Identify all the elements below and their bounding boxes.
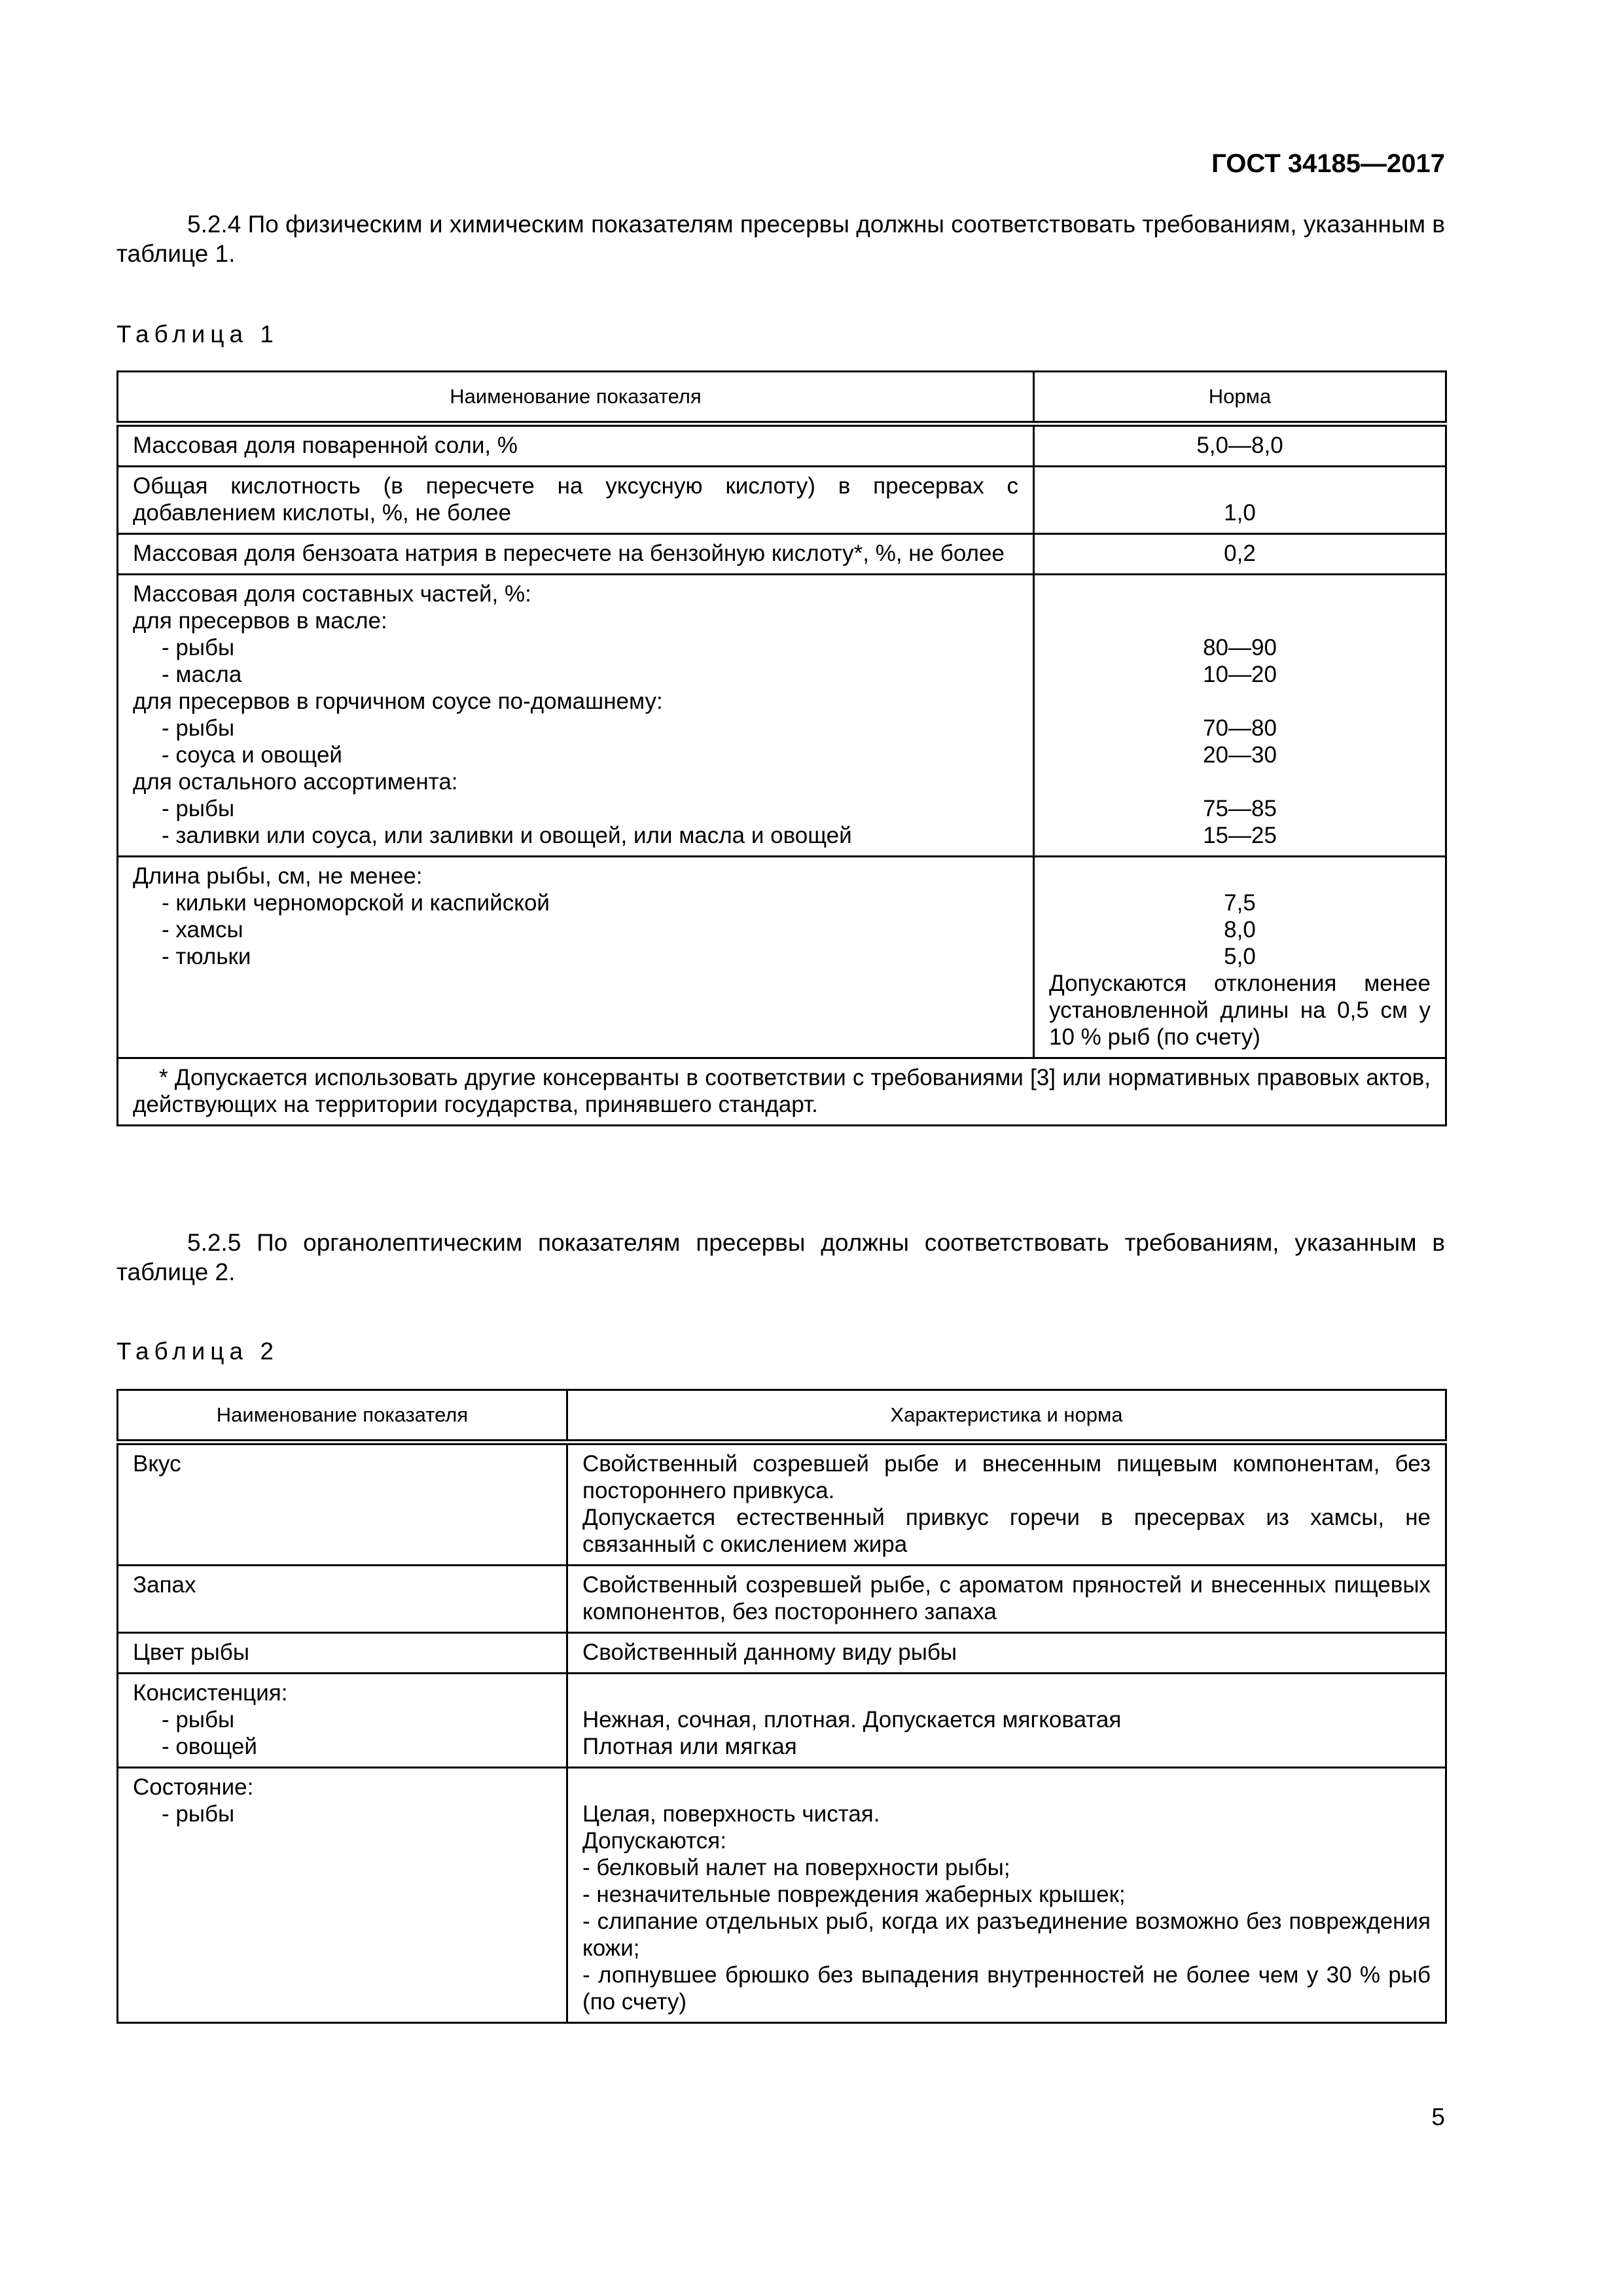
- paragraph-5-2-5: 5.2.5 По органолептическим показателям пресервы должны соответствовать требованиям, указанным в таблице 2.: [116, 1229, 1445, 1285]
- indicator-norm: 5,0—8,0: [1034, 424, 1446, 467]
- indicator-name: [118, 1674, 567, 1768]
- characteristic-line: Плотная или мягкая: [582, 1734, 797, 1759]
- row-title: Длина рыбы, см, не менее:: [133, 863, 423, 889]
- norm-value: 15—25: [1203, 823, 1277, 848]
- indicator-name: [118, 857, 1034, 1058]
- row-title: Состояние:: [133, 1774, 254, 1800]
- row-title: Массовая доля составных частей, %:: [133, 581, 531, 607]
- indicator-norm: 0,2: [1034, 534, 1446, 575]
- norm-value: 70—80: [1203, 715, 1277, 741]
- paragraph-5-2-4: 5.2.4 По физическим и химическим показателям пресервы должны соответствовать требованиям, указанным в таблице 1.: [116, 211, 1445, 267]
- table-2-caption: Таблица 2: [116, 1338, 279, 1365]
- indicator-name: Вкус: [118, 1443, 567, 1566]
- column-header-characteristic: Характеристика и норма: [567, 1390, 1446, 1443]
- indicator-name: Цвет рыбы: [118, 1633, 567, 1674]
- norm-value: 20—30: [1203, 742, 1277, 768]
- table-row: [118, 857, 1446, 1058]
- norm-value: 5,0: [1224, 944, 1256, 969]
- list-item: - масла: [162, 662, 242, 687]
- table-row: [118, 1768, 1446, 2023]
- indicator-name: Запах: [118, 1566, 567, 1633]
- norm-value: 8,0: [1224, 917, 1256, 942]
- indicator-norm: [1034, 857, 1446, 1058]
- indicator-name: [118, 575, 1034, 857]
- table-footnote-row: [118, 1058, 1446, 1126]
- table-2: [116, 1389, 1447, 2024]
- row-title: Консистенция:: [133, 1680, 288, 1706]
- table-row: [118, 1443, 1446, 1566]
- list-item: - тюльки: [162, 944, 251, 969]
- indicator-characteristic: Свойственный созревшей рыбе, с ароматом пряностей и внесенных пищевых компонентов, без постороннего запаха: [567, 1566, 1446, 1633]
- characteristic-line: Допускаются:: [582, 1828, 726, 1854]
- table-row: [118, 534, 1446, 575]
- table-header-row: [118, 1390, 1446, 1443]
- table-row: [118, 1566, 1446, 1633]
- table-row: [118, 1633, 1446, 1674]
- list-item: - рыбы: [162, 635, 235, 660]
- table-row: [118, 1674, 1446, 1768]
- indicator-name: Массовая доля поваренной соли, %: [118, 424, 1034, 467]
- list-item: - овощей: [162, 1734, 257, 1759]
- table-1-caption: Таблица 1: [116, 321, 279, 348]
- characteristic-line: Нежная, сочная, плотная. Допускается мягковатая: [582, 1707, 1122, 1732]
- group-title: для пресервов в масле:: [133, 608, 387, 634]
- indicator-characteristic: [567, 1443, 1446, 1566]
- indicator-norm: 1,0: [1034, 467, 1446, 534]
- indicator-characteristic: Свойственный данному виду рыбы: [567, 1633, 1446, 1674]
- table-footnote: * Допускается использовать другие консерванты в соответствии с требованиями [3] или нормативных правовых актов, действующих на территории государства, принявшего стандарт.: [118, 1058, 1446, 1126]
- document-code: ГОСТ 34185—2017: [1211, 149, 1445, 178]
- list-item: - хамсы: [162, 917, 243, 942]
- list-item: - кильки черноморской и каспийской: [162, 890, 550, 916]
- group-title: для пресервов в горчичном соусе по-домашнему:: [133, 689, 663, 714]
- characteristic-line: - лопнувшее брюшко без выпадения внутренностей не более чем у 30 % рыб (по счету): [582, 1962, 1431, 2015]
- characteristic-line: - белковый налет на поверхности рыбы;: [582, 1855, 1010, 1880]
- table-1: [116, 370, 1447, 1126]
- column-header-norm: Норма: [1034, 372, 1446, 424]
- norm-value: 80—90: [1203, 635, 1277, 660]
- norm-value: 7,5: [1224, 890, 1256, 916]
- page-number: 5: [1431, 2104, 1445, 2130]
- characteristic-line: Целая, поверхность чистая.: [582, 1801, 880, 1827]
- column-header-name: Наименование показателя: [118, 1390, 567, 1443]
- list-item: - рыбы: [162, 1801, 235, 1827]
- column-header-name: Наименование показателя: [118, 372, 1034, 424]
- list-item: - рыбы: [162, 715, 235, 741]
- characteristic-line: - незначительные повреждения жаберных крышек;: [582, 1882, 1126, 1907]
- indicator-name: Общая кислотность (в пересчете на уксусную кислоту) в пресервах с добавлением кислоты, %, не более: [118, 467, 1034, 534]
- indicator-name: [118, 1768, 567, 2023]
- characteristic-line: Допускается естественный привкус горечи в пресервах из хамсы, не связанный с окислением жира: [582, 1505, 1431, 1557]
- indicator-name: Массовая доля бензоата натрия в пересчете на бензойную кислоту*, %, не более: [118, 534, 1034, 575]
- characteristic-line: Свойственный созревшей рыбе и внесенным пищевым компонентам, без постороннего привкуса.: [582, 1451, 1431, 1503]
- characteristic-line: - слипание отдельных рыб, когда их разъединение возможно без повреждения кожи;: [582, 1909, 1431, 1961]
- indicator-norm: [1034, 575, 1446, 857]
- norm-note: Допускаются отклонения менее установленной длины на 0,5 см у 10 % рыб (по счету): [1049, 971, 1431, 1050]
- indicator-characteristic: [567, 1768, 1446, 2023]
- list-item: - заливки или соуса, или заливки и овощей, или масла и овощей: [162, 823, 852, 848]
- list-item: - рыбы: [162, 796, 235, 821]
- indicator-characteristic: [567, 1674, 1446, 1768]
- norm-value: 75—85: [1203, 796, 1277, 821]
- table-row: [118, 467, 1446, 534]
- table-row: [118, 575, 1446, 857]
- group-title: для остального ассортимента:: [133, 769, 458, 795]
- table-row: [118, 424, 1446, 467]
- list-item: - рыбы: [162, 1707, 235, 1732]
- list-item: - соуса и овощей: [162, 742, 342, 768]
- table-header-row: [118, 372, 1446, 424]
- norm-value: 10—20: [1203, 662, 1277, 687]
